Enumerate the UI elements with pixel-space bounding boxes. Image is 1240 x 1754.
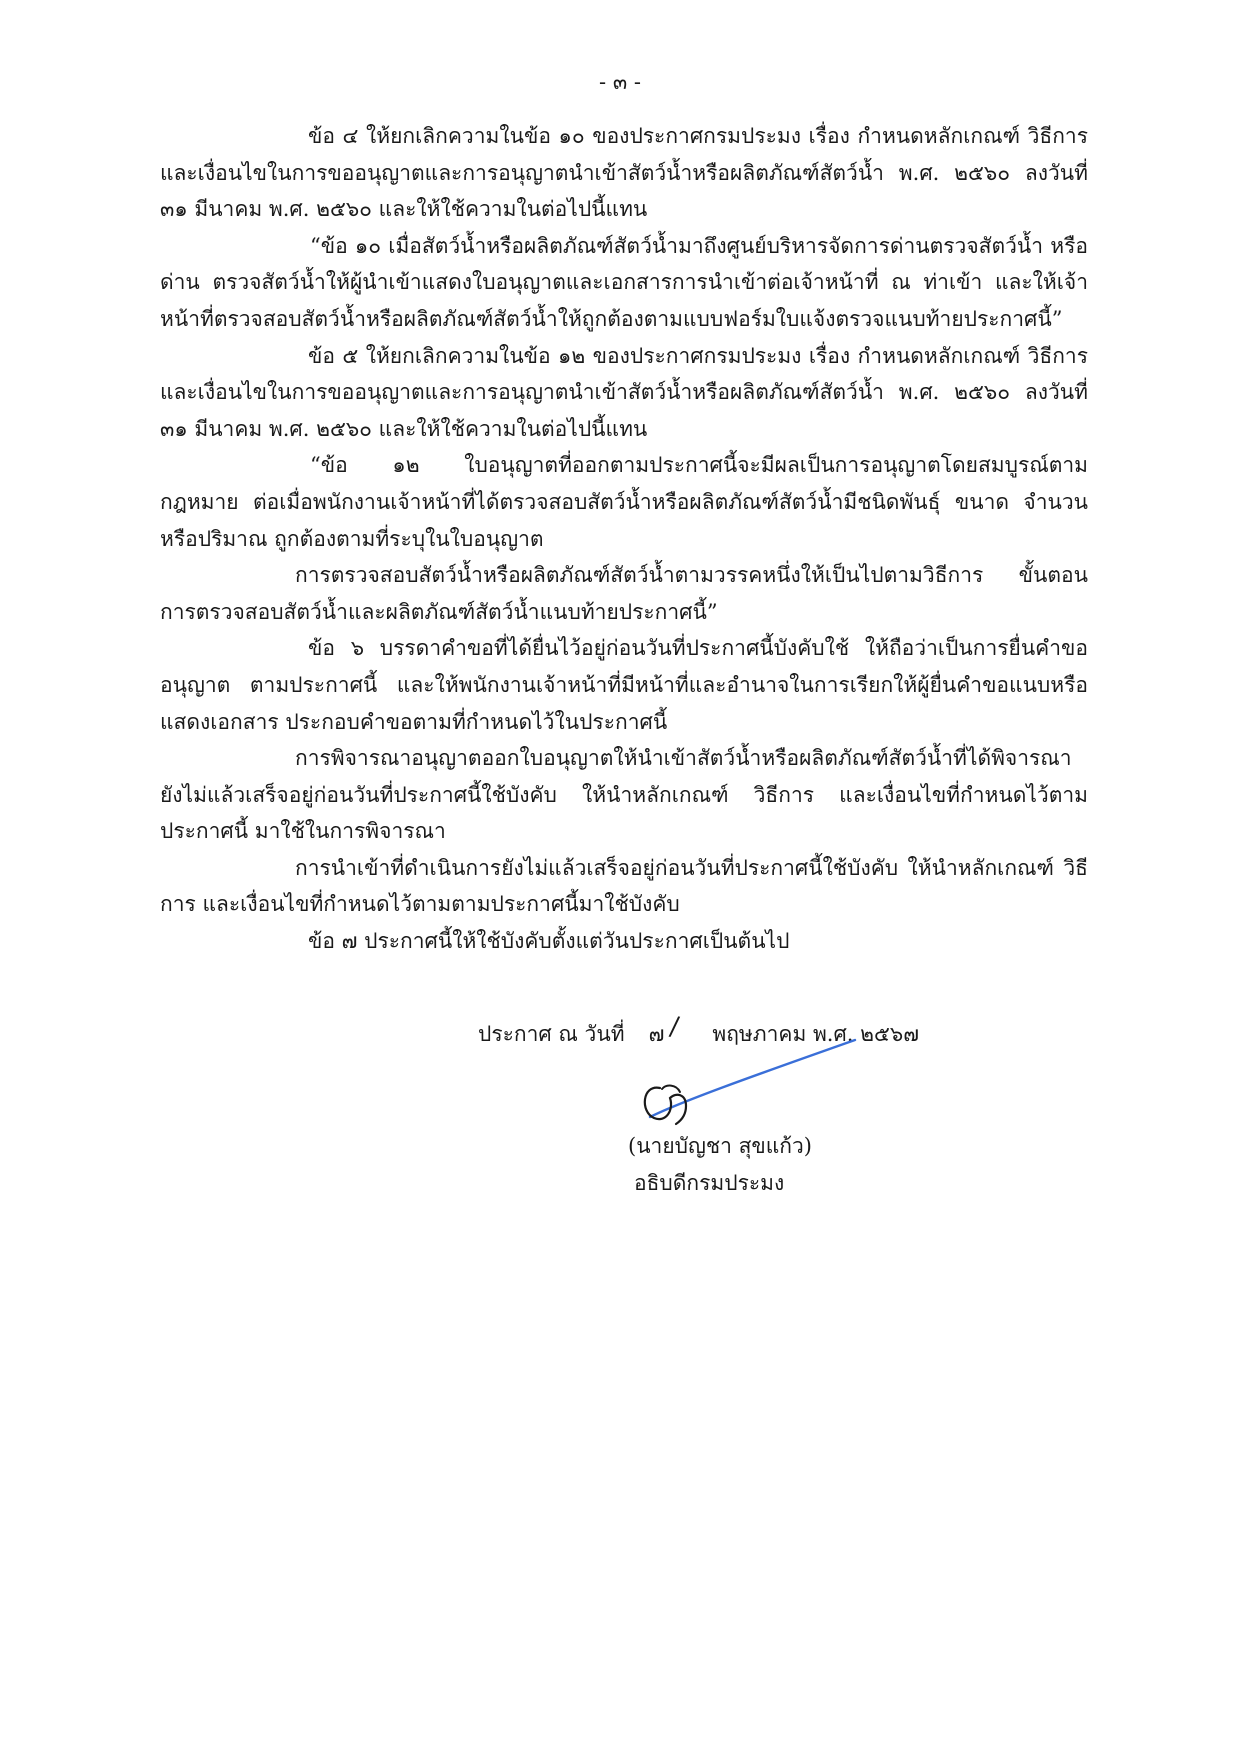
clause-6-import-paragraph: การนำเข้าที่ดำเนินการยังไม่แล้วเสร็จอยู่ก่อนวันที่ประกาศนี้ใช้บังคับ ให้นำหลักเกณฑ์ วิธีการ และเงื่อนไขที่กำหนดไว้ตามตามประกาศนี้มาใช้บังคับ: [160, 855, 1088, 917]
signer-title: อธิบดีกรมประมง: [634, 1171, 785, 1195]
announcement-day: ๗: [648, 1022, 665, 1046]
announcement-prefix: ประกาศ ณ วันที่: [478, 1022, 625, 1046]
clause-12-inspection-paragraph: การตรวจสอบสัตว์น้ำหรือผลิตภัณฑ์สัตว์น้ำตามวรรคหนึ่งให้เป็นไปตามวิธีการ ขั้นตอน การตรวจสอบสัตว์น้ำและผลิตภัณฑ์สัตว์น้ำแนบท้ายประกาศนี้”: [160, 563, 1088, 624]
clause-7-paragraph: ข้อ ๗ ประกาศนี้ให้ใช้บังคับตั้งแต่วันประกาศเป็นต้นไป: [308, 929, 790, 954]
handwritten-signature: [640, 1022, 870, 1132]
clause-6-paragraph: ข้อ ๖ บรรดาคำขอที่ได้ยื่นไว้อยู่ก่อนวันที่ประกาศนี้บังคับใช้ ให้ถือว่าเป็นการยื่นคำขออนุญาต ตามประกาศนี้ และให้พนักงานเจ้าหน้าที่มีหน้าที่และอำนาจในการเรียกให้ผู้ยื่นคำขอแนบหรือแสดงเอกสาร ประกอบคำขอตามที่กำหนดไว้ในประกาศนี้: [160, 636, 1088, 734]
handwritten-slash-mark: /: [667, 1011, 681, 1043]
page-number: - ๓ -: [599, 70, 641, 94]
clause-12-quote: “ข้อ ๑๒ ใบอนุญาตที่ออกตามประกาศนี้จะมีผลเป็นการอนุญาตโดยสมบูรณ์ตามกฎหมาย ต่อเมื่อพนักงานเจ้าหน้าที่ได้ตรวจสอบสัตว์น้ำหรือผลิตภัณฑ์สัตว์น้ำมีชนิดพันธุ์ ขนาด จำนวน หรือปริมาณ ถูกต้องตามที่ระบุในใบอนุญาต: [160, 453, 1088, 551]
announcement-month-year: พฤษภาคม พ.ศ. ๒๕๖๗: [712, 1022, 920, 1046]
clause-6-consideration-paragraph: การพิจารณาอนุญาตออกใบอนุญาตให้นำเข้าสัตว์น้ำหรือผลิตภัณฑ์สัตว์น้ำที่ได้พิจารณา ยังไม่แล้วเสร็จอยู่ก่อนวันที่ประกาศนี้ใช้บังคับ ให้นำหลักเกณฑ์ วิธีการ และเงื่อนไขที่กำหนดไว้ตามประกาศนี้ มาใช้ในการพิจารณา: [160, 746, 1088, 844]
clause-5-paragraph: ข้อ ๕ ให้ยกเลิกความในข้อ ๑๒ ของประกาศกรมประมง เรื่อง กำหนดหลักเกณฑ์ วิธีการ และเงื่อนไขในการขออนุญาตและการอนุญาตนำเข้าสัตว์น้ำหรือผลิตภัณฑ์สัตว์น้ำ พ.ศ. ๒๕๖๐ ลงวันที่ ๓๑ มีนาคม พ.ศ. ๒๕๖๐ และให้ใช้ความในต่อไปนี้แทน: [160, 343, 1088, 441]
document-body: [160, 118, 1088, 960]
clause-4-paragraph: ข้อ ๔ ให้ยกเลิกความในข้อ ๑๐ ของประกาศกรมประมง เรื่อง กำหนดหลักเกณฑ์ วิธีการ และเงื่อนไขในการขออนุญาตและการอนุญาตนำเข้าสัตว์น้ำหรือผลิตภัณฑ์สัตว์น้ำ พ.ศ. ๒๕๖๐ ลงวันที่ ๓๑ มีนาคม พ.ศ. ๒๕๖๐ และให้ใช้ความในต่อไปนี้แทน: [160, 124, 1088, 222]
signer-name: (นายบัญชา สุขแก้ว): [628, 1134, 812, 1158]
clause-10-quote: “ข้อ ๑๐ เมื่อสัตว์น้ำหรือผลิตภัณฑ์สัตว์น้ำมาถึงศูนย์บริหารจัดการด่านตรวจสัตว์น้ำ หรือด่าน ตรวจสัตว์น้ำให้ผู้นำเข้าแสดงใบอนุญาตและเอกสารการนำเข้าต่อเจ้าหน้าที่ ณ ท่าเข้า และให้เจ้าหน้าที่ตรวจสอบสัตว์น้ำหรือผลิตภัณฑ์สัตว์น้ำให้ถูกต้องตามแบบฟอร์มใบแจ้งตรวจแนบท้ายประกาศนี้”: [160, 233, 1088, 331]
